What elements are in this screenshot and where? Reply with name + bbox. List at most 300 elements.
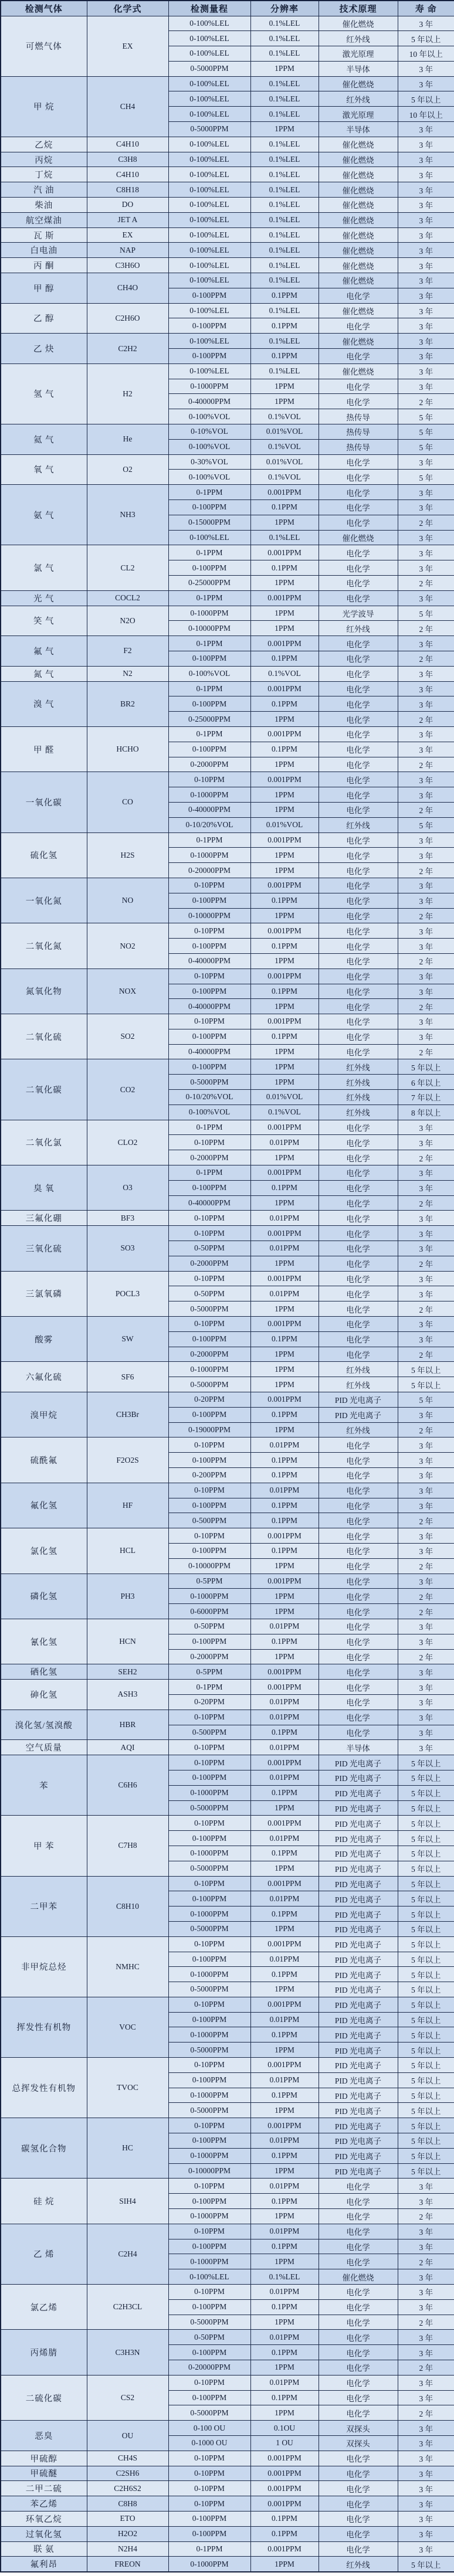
principle-cell: PID 光电离子 <box>319 1906 398 1922</box>
resolution-cell: 0.1PPM <box>250 1453 319 1468</box>
lifespan-cell: 2 年 <box>398 1195 454 1211</box>
principle-cell: 电化学 <box>319 1120 398 1135</box>
gas-name-cell: 甲 醇 <box>1 273 87 304</box>
lifespan-cell: 2 年 <box>398 1604 454 1619</box>
range-cell: 0-1PPM <box>168 2541 250 2557</box>
lifespan-cell: 3 年 <box>398 696 454 712</box>
gas-name-cell: 一氧化氮 <box>1 878 87 923</box>
lifespan-cell: 3 年 <box>398 2375 454 2390</box>
range-cell: 0-40000PPM <box>168 999 250 1014</box>
principle-cell: 电化学 <box>319 1694 398 1710</box>
principle-cell: 电化学 <box>319 2254 398 2269</box>
gas-name-cell: 氨 气 <box>1 485 87 545</box>
table-row <box>1 2481 454 2496</box>
resolution-cell: 0.1%LEL <box>250 530 319 545</box>
lifespan-cell: 5 年以上 <box>398 2012 454 2027</box>
formula-cell: VOC <box>87 1997 168 2057</box>
table-row <box>1 2511 454 2526</box>
principle-cell: 催化燃烧 <box>319 243 398 258</box>
range-cell: 0-5000PPM <box>168 1377 250 1392</box>
table-row <box>1 303 454 318</box>
range-cell: 0-10/20%VOL <box>168 817 250 832</box>
range-cell: 0-1PPM <box>168 1120 250 1135</box>
lifespan-cell: 3 年 <box>398 2299 454 2315</box>
resolution-cell: 0.1%LEL <box>250 363 319 379</box>
resolution-cell: 0.1%LEL <box>250 258 319 273</box>
range-cell: 0-1PPM <box>168 636 250 651</box>
lifespan-cell: 3 年 <box>398 742 454 757</box>
resolution-cell: 0.01PPM <box>250 1694 319 1710</box>
gas-name-cell: 笑 气 <box>1 606 87 636</box>
table-row <box>1 832 454 848</box>
range-cell: 0-10PPM <box>168 2285 250 2300</box>
resolution-cell: 1PPM <box>250 2103 319 2118</box>
range-cell: 0-40000PPM <box>168 1044 250 1059</box>
formula-cell: HCN <box>87 1619 168 1664</box>
principle-cell: PID 光电离子 <box>319 2043 398 2058</box>
range-cell: 0-100%LEL <box>168 273 250 288</box>
lifespan-cell: 3 年 <box>398 1453 454 1468</box>
range-cell: 0-100PPM <box>168 1180 250 1195</box>
principle-cell: 红外线 <box>319 1362 398 1377</box>
table-row <box>1 1120 454 1135</box>
resolution-cell: 0.001PPM <box>250 590 319 606</box>
principle-cell: 电化学 <box>319 681 398 696</box>
range-cell: 0-5000PPM <box>168 1075 250 1090</box>
lifespan-cell: 3 年 <box>398 2330 454 2345</box>
range-cell: 0-100PPM <box>168 2012 250 2027</box>
principle-cell: 双探头 <box>319 2421 398 2436</box>
gas-name-cell: 二氧化氮 <box>1 923 87 968</box>
resolution-cell: 0.01PPM <box>250 2375 319 2390</box>
range-cell: 0-100%LEL <box>168 258 250 273</box>
range-cell: 0-100%LEL <box>168 2269 250 2285</box>
principle-cell: 催化燃烧 <box>319 303 398 318</box>
range-cell: 0-10PPM <box>168 2481 250 2496</box>
lifespan-cell: 3 年 <box>398 726 454 742</box>
gas-name-cell: 甲 醛 <box>1 726 87 772</box>
lifespan-cell: 3 年 <box>398 530 454 545</box>
range-cell: 0-19000PPM <box>168 1422 250 1437</box>
gas-name-cell: 瓦 斯 <box>1 227 87 243</box>
resolution-cell: 0.01%VOL <box>250 817 319 832</box>
range-cell: 0-100%LEL <box>168 182 250 198</box>
principle-cell: 电化学 <box>319 1634 398 1649</box>
resolution-cell: 0.1%LEL <box>250 46 319 62</box>
gas-name-cell: 挥发性有机物 <box>1 1997 87 2057</box>
formula-cell: N2H4 <box>87 2541 168 2557</box>
principle-cell: 电化学 <box>319 1483 398 1498</box>
column-header-0: 检测气体 <box>1 1 87 16</box>
lifespan-cell: 3 年 <box>398 1211 454 1226</box>
range-cell: 0-10PPM <box>168 1437 250 1453</box>
resolution-cell: 1PPM <box>250 1256 319 1271</box>
formula-cell: HCL <box>87 1528 168 1574</box>
lifespan-cell: 3 年 <box>398 1407 454 1422</box>
column-header-1: 化学式 <box>87 1 168 16</box>
range-cell: 0-100PPM <box>168 696 250 712</box>
lifespan-cell: 3 年 <box>398 273 454 288</box>
table-row <box>1 1619 454 1634</box>
resolution-cell: 0.1PPM <box>250 2390 319 2405</box>
principle-cell: 电化学 <box>319 1513 398 1528</box>
gas-name-cell: 非甲烷总烃 <box>1 1936 87 1997</box>
gas-name-cell: 汽 油 <box>1 182 87 198</box>
principle-cell: 红外线 <box>319 91 398 107</box>
lifespan-cell: 3 年 <box>398 227 454 243</box>
resolution-cell: 1PPM <box>250 61 319 76</box>
principle-cell: PID 光电离子 <box>319 1785 398 1800</box>
principle-cell: 电化学 <box>319 832 398 848</box>
gas-name-cell: 总挥发性有机物 <box>1 2058 87 2118</box>
table-row <box>1 1271 454 1286</box>
range-cell: 0-2000PPM <box>168 1150 250 1165</box>
principle-cell: 催化燃烧 <box>319 212 398 227</box>
table-row <box>1 1574 454 1589</box>
range-cell: 0-50PPM <box>168 1241 250 1256</box>
lifespan-cell: 5 年以上 <box>398 2072 454 2088</box>
principle-cell: PID 光电离子 <box>319 1800 398 1816</box>
principle-cell: 电化学 <box>319 1165 398 1181</box>
gas-name-cell: 联 氨 <box>1 2541 87 2557</box>
range-cell: 0-5000PPM <box>168 1982 250 1997</box>
range-cell: 0-10PPM <box>168 1483 250 1498</box>
lifespan-cell: 3 年 <box>398 666 454 681</box>
lifespan-cell: 5 年 <box>398 439 454 454</box>
principle-cell: PID 光电离子 <box>319 1921 398 1936</box>
range-cell: 0-1PPM <box>168 726 250 742</box>
resolution-cell: 0.1PPM <box>250 1725 319 1740</box>
lifespan-cell: 8 年以上 <box>398 1105 454 1120</box>
resolution-cell: 0.1PPM <box>250 1785 319 1800</box>
resolution-cell: 0.1%LEL <box>250 76 319 91</box>
formula-cell: ASH3 <box>87 1680 168 1710</box>
table-row <box>1 681 454 696</box>
principle-cell: PID 光电离子 <box>319 2118 398 2133</box>
principle-cell: 电化学 <box>319 394 398 409</box>
gas-name-cell: 氧 气 <box>1 454 87 485</box>
lifespan-cell: 3 年 <box>398 1029 454 1044</box>
lifespan-cell: 3 年 <box>398 1241 454 1256</box>
range-cell: 0-20000PPM <box>168 863 250 878</box>
principle-cell: 催化燃烧 <box>319 227 398 243</box>
range-cell: 0-100%LEL <box>168 76 250 91</box>
table-row <box>1 1755 454 1770</box>
resolution-cell: 0.01%VOL <box>250 454 319 470</box>
lifespan-cell: 5 年以上 <box>398 2058 454 2073</box>
lifespan-cell: 5 年以上 <box>398 1770 454 1785</box>
principle-cell: 电化学 <box>319 2451 398 2466</box>
principle-cell: 电化学 <box>319 2224 398 2239</box>
formula-cell: SIH4 <box>87 2179 168 2224</box>
table-row <box>1 1528 454 1544</box>
range-cell: 0-100PPM <box>168 288 250 303</box>
range-cell: 0-2000PPM <box>168 1256 250 1271</box>
principle-cell: 电化学 <box>319 1135 398 1150</box>
lifespan-cell: 5 年以上 <box>398 2148 454 2163</box>
resolution-cell: 0.1PPM <box>250 500 319 515</box>
lifespan-cell: 3 年 <box>398 454 454 470</box>
lifespan-cell: 3 年 <box>398 1634 454 1649</box>
principle-cell: 电化学 <box>319 2526 398 2541</box>
principle-cell: 电化学 <box>319 2285 398 2300</box>
gas-name-cell: 乙 炔 <box>1 334 87 364</box>
range-cell: 0-5000PPM <box>168 2103 250 2118</box>
resolution-cell: 1PPM <box>250 2254 319 2269</box>
range-cell: 0-100PPM <box>168 2511 250 2526</box>
range-cell: 0-5000PPM <box>168 2315 250 2330</box>
formula-cell: C3H6O <box>87 258 168 273</box>
formula-cell: DO <box>87 198 168 213</box>
resolution-cell: 0.01PPM <box>250 1770 319 1785</box>
range-cell: 0-100PPM <box>168 2239 250 2254</box>
formula-cell: C7H8 <box>87 1816 168 1876</box>
principle-cell: 电化学 <box>319 2481 398 2496</box>
lifespan-cell: 3 年 <box>398 2481 454 2496</box>
column-header-2: 检测量程 <box>168 1 250 16</box>
principle-cell: 电化学 <box>319 1725 398 1740</box>
principle-cell: 电化学 <box>319 1498 398 1513</box>
formula-cell: SO3 <box>87 1226 168 1271</box>
formula-cell: EX <box>87 227 168 243</box>
lifespan-cell: 2 年 <box>398 2405 454 2421</box>
resolution-cell: 0.1%VOL <box>250 666 319 681</box>
lifespan-cell: 2 年 <box>398 1422 454 1437</box>
lifespan-cell: 2 年 <box>398 1513 454 1528</box>
range-cell: 0-100%LEL <box>168 334 250 349</box>
resolution-cell: 1PPM <box>250 953 319 968</box>
gas-name-cell: 环氧乙烷 <box>1 2511 87 2526</box>
lifespan-cell: 3 年 <box>398 500 454 515</box>
lifespan-cell: 3 年 <box>398 560 454 576</box>
table-row <box>1 2058 454 2073</box>
resolution-cell: 0.1%VOL <box>250 439 319 454</box>
lifespan-cell: 5 年以上 <box>398 1755 454 1770</box>
table-row <box>1 1014 454 1029</box>
formula-cell: OU <box>87 2421 168 2451</box>
resolution-cell: 1PPM <box>250 2405 319 2421</box>
range-cell: 0-10PPM <box>168 923 250 939</box>
principle-cell: PID 光电离子 <box>319 1876 398 1891</box>
gas-name-cell: 乙 烯 <box>1 2224 87 2284</box>
resolution-cell: 0.001PPM <box>250 2058 319 2073</box>
table-row <box>1 1437 454 1453</box>
principle-cell: 电化学 <box>319 1543 398 1558</box>
lifespan-cell: 3 年 <box>398 1437 454 1453</box>
resolution-cell: 0.1%VOL <box>250 470 319 485</box>
range-cell: 0-1000PPM <box>168 1906 250 1922</box>
resolution-cell: 0.001PPM <box>250 485 319 500</box>
gas-name-cell: 硫酰氟 <box>1 1437 87 1483</box>
principle-cell: 光学波导 <box>319 606 398 621</box>
range-cell: 0-1PPM <box>168 832 250 848</box>
lifespan-cell: 3 年 <box>398 939 454 954</box>
principle-cell: 红外线 <box>319 2557 398 2572</box>
resolution-cell: 0.1%LEL <box>250 2269 319 2285</box>
lifespan-cell: 5 年以上 <box>398 2118 454 2133</box>
lifespan-cell: 2 年 <box>398 515 454 530</box>
table-row <box>1 1710 454 1725</box>
range-cell: 0-200PPM <box>168 1468 250 1483</box>
lifespan-cell: 3 年 <box>398 379 454 394</box>
lifespan-cell: 5 年 <box>398 817 454 832</box>
range-cell: 0-100%LEL <box>168 16 250 31</box>
principle-cell: 电化学 <box>319 1468 398 1483</box>
table-row <box>1 2375 454 2390</box>
lifespan-cell: 2 年 <box>398 1347 454 1362</box>
gas-name-cell: 苯 <box>1 1755 87 1816</box>
principle-cell: 电化学 <box>319 848 398 863</box>
formula-cell: F2 <box>87 636 168 667</box>
formula-cell: C8H10 <box>87 1876 168 1936</box>
principle-cell: 催化燃烧 <box>319 2269 398 2285</box>
resolution-cell: 0.1PPM <box>250 2526 319 2541</box>
resolution-cell: 1PPM <box>250 621 319 636</box>
formula-cell: CLO2 <box>87 1120 168 1165</box>
lifespan-cell: 7 年以上 <box>398 1090 454 1105</box>
table-header <box>1 1 454 16</box>
formula-cell: HBR <box>87 1710 168 1740</box>
lifespan-cell: 2 年 <box>398 1589 454 1604</box>
formula-cell: COCL2 <box>87 590 168 606</box>
table-row <box>1 424 454 440</box>
range-cell: 0-5000PPM <box>168 61 250 76</box>
range-cell: 0-10PPM <box>168 772 250 787</box>
range-cell: 0-1000PPM <box>168 2254 250 2269</box>
gas-name-cell: 二硫化碳 <box>1 2375 87 2420</box>
lifespan-cell: 3 年 <box>398 968 454 984</box>
principle-cell: 电化学 <box>319 953 398 968</box>
range-cell: 0-10PPM <box>168 1936 250 1952</box>
range-cell: 0-100PPM <box>168 2345 250 2360</box>
lifespan-cell: 5 年以上 <box>398 1967 454 1982</box>
range-cell: 0-100PPM <box>168 1453 250 1468</box>
resolution-cell: 0.1%LEL <box>250 227 319 243</box>
resolution-cell: 1PPM <box>250 1075 319 1090</box>
gas-name-cell: 氟 气 <box>1 636 87 667</box>
resolution-cell: 0.01PPM <box>250 2285 319 2300</box>
table-row <box>1 258 454 273</box>
gas-name-cell: 苯乙烯 <box>1 2496 87 2512</box>
principle-cell: 电化学 <box>319 1211 398 1226</box>
table-row <box>1 2421 454 2436</box>
resolution-cell: 0.1PPM <box>250 1634 319 1649</box>
lifespan-cell: 3 年 <box>398 1317 454 1332</box>
lifespan-cell: 3 年 <box>398 923 454 939</box>
lifespan-cell: 3 年 <box>398 1483 454 1498</box>
resolution-cell: 1PPM <box>250 999 319 1014</box>
principle-cell: 催化燃烧 <box>319 530 398 545</box>
range-cell: 0-10000PPM <box>168 621 250 636</box>
lifespan-cell: 3 年 <box>398 848 454 863</box>
principle-cell: 热传导 <box>319 424 398 440</box>
resolution-cell: 0.01%VOL <box>250 424 319 440</box>
range-cell: 0-100%LEL <box>168 227 250 243</box>
principle-cell: 电化学 <box>319 666 398 681</box>
resolution-cell: 0.1PPM <box>250 1498 319 1513</box>
range-cell: 0-2000PPM <box>168 1649 250 1664</box>
resolution-cell: 1PPM <box>250 1558 319 1574</box>
resolution-cell: 1PPM <box>250 1921 319 1936</box>
principle-cell: 催化燃烧 <box>319 258 398 273</box>
principle-cell: 红外线 <box>319 1105 398 1120</box>
resolution-cell: 0.001PPM <box>250 2451 319 2466</box>
range-cell: 0-40000PPM <box>168 394 250 409</box>
lifespan-cell: 3 年 <box>398 2466 454 2481</box>
formula-cell: C3H3N <box>87 2330 168 2375</box>
gas-name-cell: 光 气 <box>1 590 87 606</box>
table-row <box>1 2451 454 2466</box>
resolution-cell: 1PPM <box>250 1150 319 1165</box>
resolution-cell: 1PPM <box>250 1604 319 1619</box>
resolution-cell: 0.1PPM <box>250 1468 319 1483</box>
range-cell: 0-10PPM <box>168 1226 250 1241</box>
formula-cell: HC <box>87 2118 168 2179</box>
formula-cell: HF <box>87 1483 168 1528</box>
principle-cell: 电化学 <box>319 1014 398 1029</box>
resolution-cell: 0.1PPM <box>250 2088 319 2103</box>
formula-cell: F2O2S <box>87 1437 168 1483</box>
range-cell: 0-100PPM <box>168 939 250 954</box>
resolution-cell: 0.1PPM <box>250 2239 319 2254</box>
range-cell: 0-1000 OU <box>168 2436 250 2451</box>
table-row <box>1 2330 454 2345</box>
resolution-cell: 0.1PPM <box>250 651 319 666</box>
principle-cell: 电化学 <box>319 349 398 364</box>
range-cell: 0-50PPM <box>168 1619 250 1634</box>
column-header-3: 分辨率 <box>250 1 319 16</box>
principle-cell: PID 光电离子 <box>319 1770 398 1785</box>
gas-name-cell: 可燃气体 <box>1 16 87 76</box>
formula-cell: N2O <box>87 606 168 636</box>
formula-cell: SEH2 <box>87 1664 168 1680</box>
resolution-cell: 1PPM <box>250 1059 319 1075</box>
principle-cell: PID 光电离子 <box>319 2103 398 2118</box>
range-cell: 0-1000PPM <box>168 2088 250 2103</box>
lifespan-cell: 5 年以上 <box>398 1861 454 1876</box>
formula-cell: O2 <box>87 454 168 485</box>
resolution-cell: 1PPM <box>250 908 319 923</box>
principle-cell: 电化学 <box>319 1680 398 1695</box>
principle-cell: 电化学 <box>319 1044 398 1059</box>
resolution-cell: 1PPM <box>250 1362 319 1377</box>
range-cell: 0-5000PPM <box>168 1921 250 1936</box>
gas-name-cell: 氰化氢 <box>1 1619 87 1664</box>
range-cell: 0-100%LEL <box>168 152 250 167</box>
resolution-cell: 0.1%LEL <box>250 334 319 349</box>
range-cell: 0-40000PPM <box>168 802 250 817</box>
lifespan-cell: 10 年以上 <box>398 107 454 122</box>
table-body <box>1 16 454 2572</box>
principle-cell: 电化学 <box>319 2511 398 2526</box>
formula-cell: He <box>87 424 168 455</box>
range-cell: 0-5000PPM <box>168 1861 250 1876</box>
gas-name-cell: 过氧化氢 <box>1 2526 87 2541</box>
principle-cell: 半导体 <box>319 61 398 76</box>
range-cell: 0-1000PPM <box>168 1362 250 1377</box>
lifespan-cell: 5 年以上 <box>398 1831 454 1846</box>
lifespan-cell: 2 年 <box>398 1256 454 1271</box>
formula-cell: POCL3 <box>87 1271 168 1316</box>
principle-cell: 电化学 <box>319 726 398 742</box>
table-row <box>1 243 454 258</box>
formula-cell: HCHO <box>87 726 168 772</box>
resolution-cell: 0.1%LEL <box>250 107 319 122</box>
resolution-cell: 0.1PPM <box>250 1846 319 1861</box>
lifespan-cell: 3 年 <box>398 2179 454 2194</box>
range-cell: 0-10000PPM <box>168 1558 250 1574</box>
formula-cell: BF3 <box>87 1211 168 1226</box>
